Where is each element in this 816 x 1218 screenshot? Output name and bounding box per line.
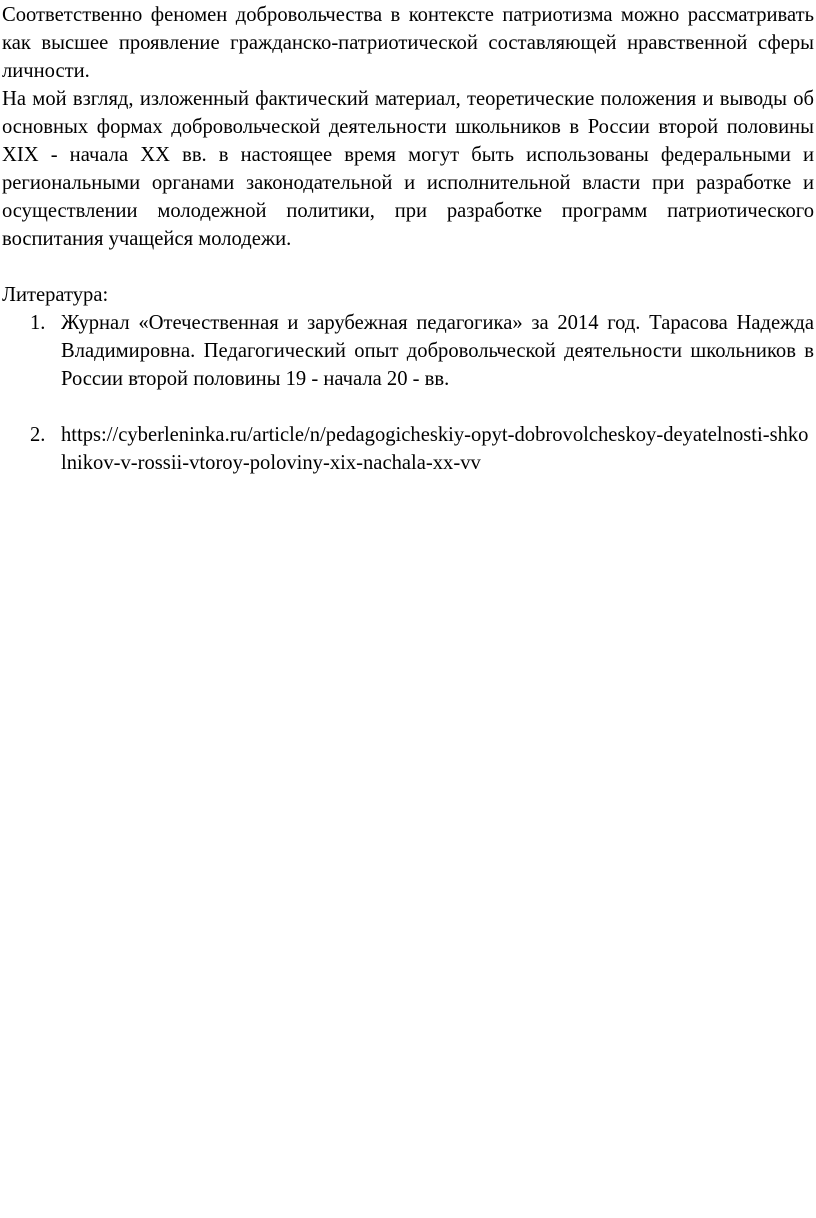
body-paragraph-2: На мой взгляд, изложенный фактический материал, теоретические положения и выводы об основных формах добровольческой деятельности школьников в России второй половины XIX - начала XX вв. в настоящее время могут быть использованы федеральными и региональными органами законодательной и исполнительной власти при разработке и осуществлении молодежной политики, при разработке программ патриотического воспитания учащейся молодежи.: [2, 88, 814, 250]
list-marker: 1.: [30, 312, 46, 334]
reference-text: Журнал «Отечественная и зарубежная педагогика» за 2014 год. Тарасова Надежда Владимировна. Педагогический опыт добровольческой деятельности школьников в России второй половины 19 - начала 20 - вв.: [61, 312, 814, 390]
references-heading: Литература:: [2, 284, 109, 306]
reference-item-1: [2, 309, 814, 393]
reference-link[interactable]: https://cyberleninka.ru/article/n/pedagogicheskiy-opyt-dobrovolcheskoy-deyatelnosti-shkolnikov-v-rossii-vtoroy-poloviny-xix-nachala-xx-vv: [61, 424, 809, 474]
reference-item-2: [2, 421, 814, 477]
list-marker: 2.: [30, 424, 46, 446]
spacer: [2, 253, 814, 281]
references-list: [2, 309, 814, 477]
body-paragraph-1: Соответственно феномен добровольчества в контексте патриотизма можно рассматривать как высшее проявление гражданско-патриотической составляющей нравственной сферы личности.: [2, 4, 814, 82]
list-spacer: [2, 393, 814, 421]
